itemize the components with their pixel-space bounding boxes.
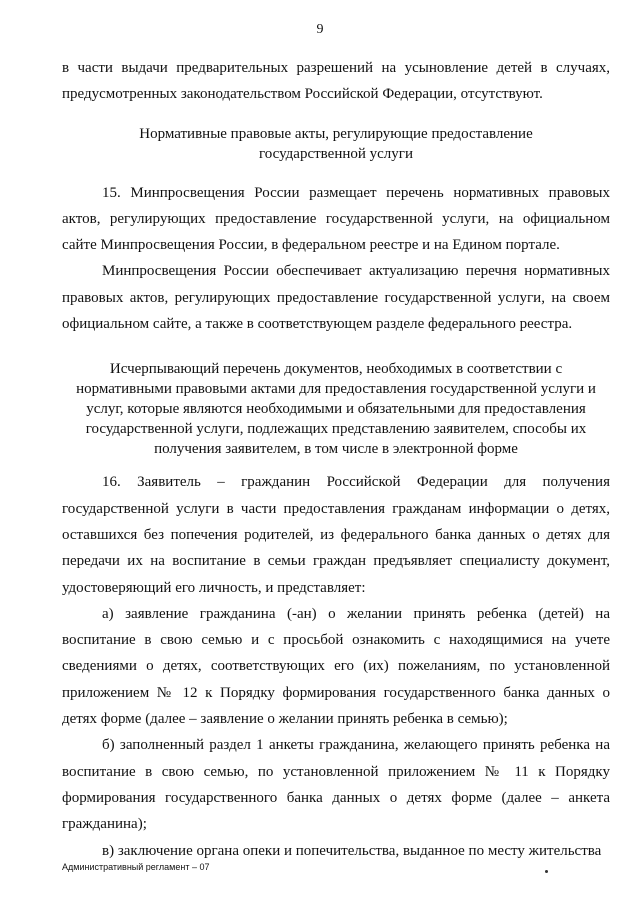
list-item: в) заключение органа опеки и попечительства, выданное по месту жительства — [102, 842, 602, 859]
section-heading: Нормативные правовые акты, регулирующие предоставление государственной услуги — [139, 125, 533, 162]
paragraph: Минпросвещения России обеспечивает актуализацию перечня нормативных правовых актов, регулирующих предоставление государственной услуги, на своем официальном сайте, а также в соответствующем разделе федерального реестра. — [62, 263, 610, 333]
scan-speck — [545, 870, 548, 873]
list-item: б) заполненный раздел 1 анкеты гражданина, желающего принять ребенка на воспитание в свою семью, по установленной приложением № 11 к Порядку формирования государственного банка данных о детях форме (далее – анкета гражданина); — [62, 737, 610, 833]
paragraph: 15. Минпросвещения России размещает перечень нормативных правовых актов, регулирующих предоставление государственной услуги, на официальном сайте Минпросвещения России, в федеральном реестре и на Едином портале. — [62, 184, 610, 254]
section-heading: Исчерпывающий перечень документов, необходимых в соответствии с нормативными правовыми актами для предоставления государственной услуги и услуг, которые являются необходимыми и обязательными для предоставления государственной услуги, подлежащих представлению заявителем, способы их получения заявителем, в том числе в электронной форме — [76, 361, 596, 458]
paragraph: в части выдачи предварительных разрешений на усыновление детей в случаях, предусмотренных законодательством Российской Федерации, отсутствуют. — [62, 60, 610, 103]
footer-label: Административный регламент – 07 — [62, 862, 210, 872]
list-item: а) заявление гражданина (-ан) о желании принять ребенка (детей) на воспитание в свою семью и с просьбой ознакомить с находящимися на учете сведениями о детях, соответствующих его (их) пожеланиям, по установленной приложением № 12 к Порядку формирования государственного банка данных о детях форме (далее – заявление о желании принять ребенка в семью); — [62, 605, 610, 728]
page-number: 9 — [316, 22, 324, 37]
paragraph: 16. Заявитель – гражданин Российской Федерации для получения государственной услуги в части предоставления гражданам информации о детях, оставшихся без попечения родителей, из федерального банка данных о детях для передачи их на воспитание в семьи граждан предъявляет специалисту документ, удостоверяющий его личность, и представляет: — [62, 474, 610, 596]
document-body — [62, 55, 610, 864]
